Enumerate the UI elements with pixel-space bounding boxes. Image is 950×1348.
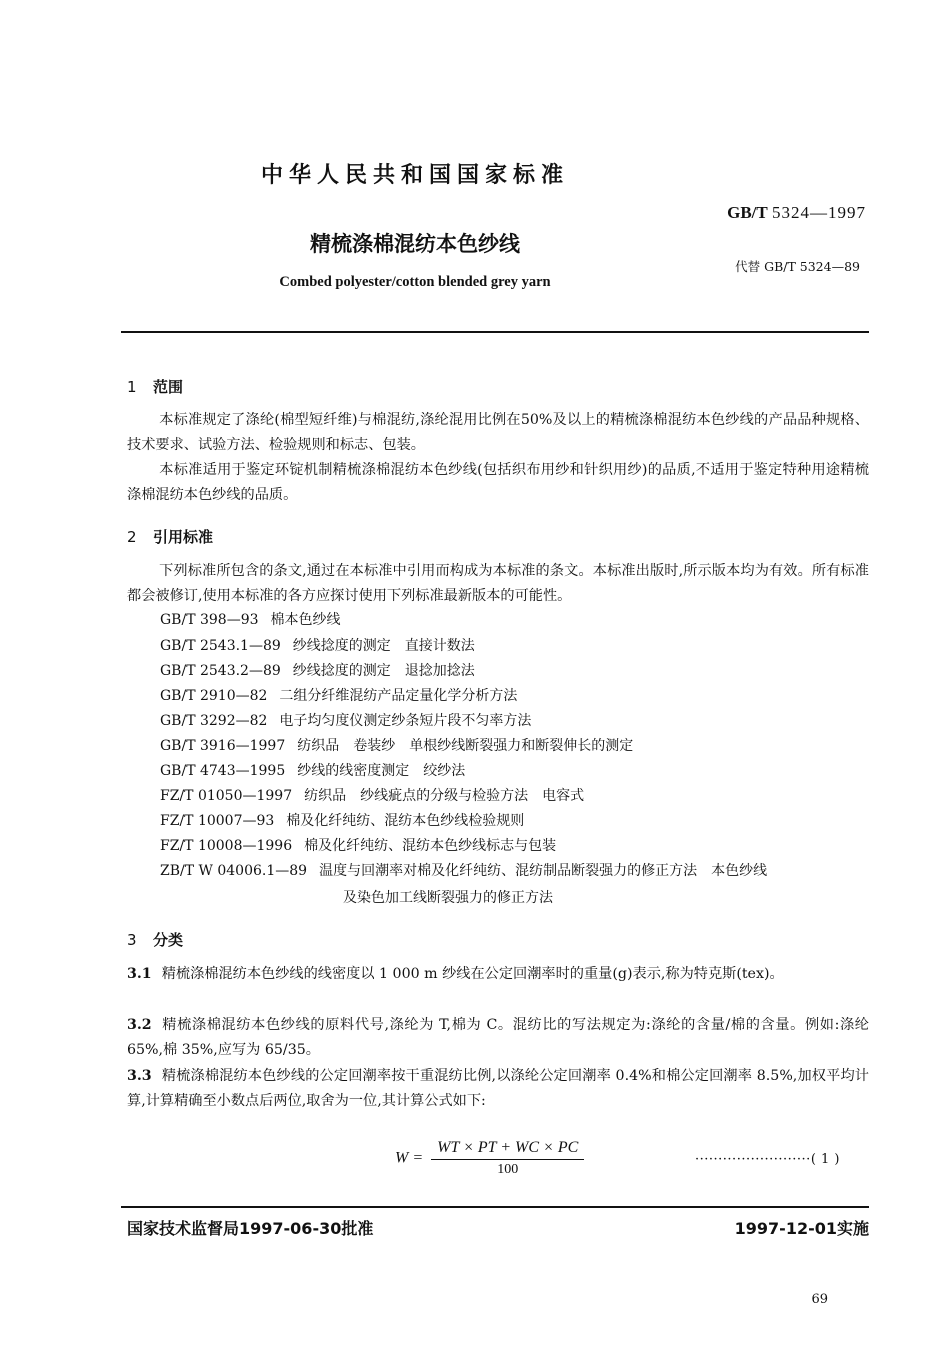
section-title: 引用标准 bbox=[153, 528, 214, 546]
reference-item bbox=[160, 634, 475, 659]
reference-item bbox=[160, 759, 465, 784]
formula-number: ( 1 ) bbox=[810, 1152, 840, 1167]
clause-number: 3.2 bbox=[127, 1017, 152, 1033]
reference-code: ZB/T W 04006.1—89 bbox=[160, 863, 308, 879]
reference-title: 纺织品 卷装纱 单根纱线断裂强力和断裂伸长的测定 bbox=[297, 738, 634, 754]
section-2-intro bbox=[127, 559, 869, 609]
document-title-english: Combed polyester/cotton blended grey yarn bbox=[279, 274, 551, 290]
reference-title: 棉及化纤纯纺、混纺本色纱线标志与包装 bbox=[304, 838, 557, 854]
reference-title: 纺织品 纱线疵点的分级与检验方法 电容式 bbox=[304, 788, 585, 804]
standard-number bbox=[727, 203, 866, 223]
section-number: 3 bbox=[127, 931, 137, 949]
reference-title: 纱线的线密度测定 绞纱法 bbox=[297, 763, 466, 779]
reference-item bbox=[160, 684, 517, 709]
reference-title: 棉本色纱线 bbox=[270, 612, 341, 628]
reference-item bbox=[160, 608, 341, 633]
replaces-standard: 代替 GB/T 5324—89 bbox=[735, 259, 860, 274]
reference-item bbox=[160, 834, 556, 859]
section-title: 分类 bbox=[153, 931, 184, 949]
reference-item bbox=[160, 709, 531, 734]
standard-code-prefix: GB/T bbox=[727, 203, 768, 222]
reference-title: 二组分纤维混纺产品定量化学分析方法 bbox=[279, 688, 518, 704]
formula-denominator: 100 bbox=[497, 1162, 519, 1177]
document-title: 精梳涤棉混纺本色纱线 bbox=[310, 232, 520, 256]
standard-code-number: 5324—1997 bbox=[772, 203, 866, 222]
formula-numerator: WT × PT + WC × PC bbox=[431, 1139, 584, 1160]
reference-code: GB/T 2543.2—89 bbox=[160, 663, 281, 679]
approval-date: 国家技术监督局1997-06-30批准 bbox=[127, 1219, 374, 1238]
header-divider bbox=[121, 331, 869, 333]
formula-fraction bbox=[431, 1139, 584, 1178]
reference-code: FZ/T 01050—1997 bbox=[160, 788, 293, 804]
reference-continuation: 及染色加工线断裂强力的修正方法 bbox=[343, 890, 553, 906]
page-number: 69 bbox=[811, 1292, 828, 1307]
clause-3-3 bbox=[127, 1064, 869, 1114]
clause-number: 3.3 bbox=[127, 1068, 152, 1084]
footer-divider bbox=[121, 1206, 869, 1208]
section-number: 1 bbox=[127, 378, 137, 396]
reference-title: 纱线捻度的测定 直接计数法 bbox=[292, 638, 475, 654]
reference-item bbox=[160, 659, 475, 684]
reference-code: FZ/T 10007—93 bbox=[160, 813, 275, 829]
reference-item bbox=[160, 809, 524, 834]
reference-code: GB/T 3916—1997 bbox=[160, 738, 286, 754]
clause-text: 精梳涤棉混纺本色纱线的原料代号,涤纶为 T,棉为 C。混纺比的写法规定为:涤纶的含量/棉的含量。例如:涤纶 65%,棉 35%,应写为 65/35。 bbox=[127, 1017, 869, 1058]
paragraph-text: 下列标准所包含的条文,通过在本标准中引用而构成为本标准的条文。本标准出版时,所示版本均为有效。所有标准都会被修订,使用本标准的各方应探讨使用下列标准最新版本的可能性。 bbox=[127, 563, 869, 604]
clause-3-2 bbox=[127, 1013, 869, 1063]
section-3-heading bbox=[127, 929, 183, 950]
reference-title: 纱线捻度的测定 退捻加捻法 bbox=[292, 663, 475, 679]
reference-title: 温度与回潮率对棉及化纤纯纺、混纺制品断裂强力的修正方法 本色纱线 bbox=[319, 863, 768, 879]
reference-code: FZ/T 10008—1996 bbox=[160, 838, 293, 854]
paragraph-text: 本标准规定了涤纶(棉型短纤维)与棉混纺,涤纶混用比例在50%及以上的精梳涤棉混纺本色纱线的产品品种规格、技术要求、试验方法、检验规则和标志、包装。 bbox=[127, 412, 869, 453]
reference-title: 电子均匀度仪测定纱条短片段不匀率方法 bbox=[279, 713, 532, 729]
reference-code: GB/T 3292—82 bbox=[160, 713, 268, 729]
formula-label bbox=[695, 1152, 840, 1167]
section-1-paragraph-1 bbox=[127, 408, 869, 458]
formula-1 bbox=[395, 1139, 584, 1178]
clause-3-1 bbox=[127, 962, 869, 987]
clause-text: 精梳涤棉混纺本色纱线的公定回潮率按干重混纺比例,以涤纶公定回潮率 0.4%和棉公定回潮率 8.5%,加权平均计算,计算精确至小数点后两位,取舍为一位,其计算公式如下: bbox=[127, 1068, 869, 1109]
paragraph-text: 本标准适用于鉴定环锭机制精梳涤棉混纺本色纱线(包括织布用纱和针织用纱)的品质,不适用于鉴定特种用途精梳涤棉混纺本色纱线的品质。 bbox=[127, 462, 869, 503]
section-1-heading bbox=[127, 376, 183, 397]
clause-number: 3.1 bbox=[127, 966, 152, 982]
reference-code: GB/T 4743—1995 bbox=[160, 763, 286, 779]
reference-item bbox=[160, 784, 584, 809]
section-title: 范围 bbox=[153, 378, 184, 396]
national-standard-heading: 中华人民共和国国家标准 bbox=[260, 163, 569, 188]
section-1-paragraph-2 bbox=[127, 458, 869, 508]
effective-date: 1997-12-01实施 bbox=[734, 1219, 869, 1238]
formula-lhs: W = bbox=[395, 1149, 424, 1167]
reference-code: GB/T 398—93 bbox=[160, 612, 259, 628]
reference-title: 棉及化纤纯纺、混纺本色纱线检验规则 bbox=[286, 813, 525, 829]
reference-item bbox=[160, 859, 767, 884]
reference-code: GB/T 2543.1—89 bbox=[160, 638, 281, 654]
section-number: 2 bbox=[127, 528, 137, 546]
clause-text: 精梳涤棉混纺本色纱线的线密度以 1 000 m 纱线在公定回潮率时的重量(g)表示,称为特克斯(tex)。 bbox=[161, 966, 784, 982]
section-2-heading bbox=[127, 526, 213, 547]
reference-code: GB/T 2910—82 bbox=[160, 688, 268, 704]
formula-leader-dots: ························· bbox=[695, 1152, 811, 1167]
reference-item bbox=[160, 734, 633, 759]
